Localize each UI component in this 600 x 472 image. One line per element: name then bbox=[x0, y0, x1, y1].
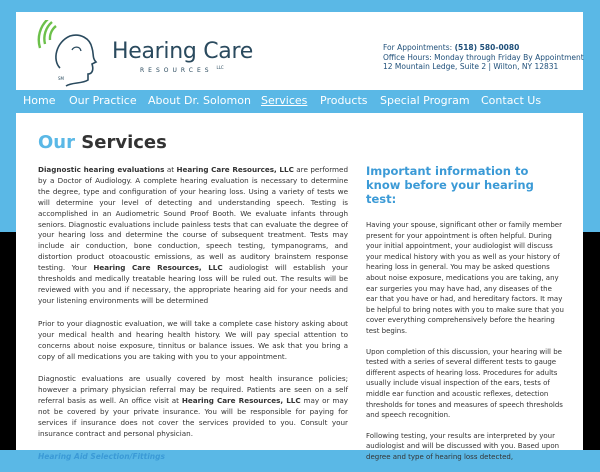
subheading-hearing-aid-selection: Hearing Aid Selection/Fittings bbox=[38, 451, 165, 461]
sidebar-heading: Important information to know before your hearing test: bbox=[366, 164, 534, 206]
sidebar bbox=[366, 164, 564, 472]
sidebar-paragraph-2: Upon completion of this discussion, your hearing will be tested with a series of several different tests to gauge different aspects of hearing loss. Procedures for adults usually include visual inspection of the ears, tests of middle ear function and acoustic reflexes, detection thresholds for tones and measures of speech thresholds and speech recognition. bbox=[366, 347, 563, 420]
phone-number[interactable]: (518) 580-0080 bbox=[454, 43, 520, 52]
paragraph-case-history: Prior to your diagnostic evaluation, we will take a complete case history asking about your medical health and hearing health history. We will pay special attention to concerns about noise exposure, tinnitus or balance issues. We ask that you bring a copy of all medications you are taking with you to your appointment. bbox=[38, 318, 348, 361]
logo-subtitle: RESOURCES $^{LLC}$ bbox=[140, 65, 224, 74]
nav-contact-us[interactable]: Contact Us bbox=[481, 94, 542, 107]
logo-mark: SM bbox=[58, 76, 64, 81]
logo-title: Hearing Care bbox=[112, 39, 253, 64]
nav-about-dr-solomon[interactable]: About Dr. Solomon bbox=[148, 94, 251, 107]
contact-info bbox=[383, 43, 584, 72]
main-nav bbox=[16, 90, 583, 113]
page-title: Our Services bbox=[38, 132, 167, 153]
nav-services[interactable]: Services bbox=[261, 94, 308, 107]
page-container bbox=[16, 12, 584, 461]
sidebar-paragraph-3: Following testing, your results are interpreted by your audiologist and will be discussed with you. Based upon degree and type of hearing loss detected, bbox=[366, 431, 560, 461]
office-address: 12 Mountain Ledge, Suite 2 | Wilton, NY 12831 bbox=[383, 62, 559, 71]
nav-home[interactable]: Home bbox=[23, 94, 56, 107]
sidebar-paragraph-1: Having your spouse, significant other or family member present for your appointment is often helpful. During your initial appointment, your audiologist will discuss your medical history with you as well as your history of hearing loss in general. You may be asked questions about noise exposure, medications you are taking, any ear surgeries you may have had, any diseases of the ear that you have or had, and hereditary factors. It may be helpful to bring notes with you to make sure that you cover everything comprehensively before the hearing test begins. bbox=[366, 221, 564, 335]
main-content bbox=[38, 132, 348, 461]
office-hours: Office Hours: Monday through Friday By Appointment bbox=[383, 52, 584, 62]
appointments-line: For Appointments: (518) 580-0080 bbox=[383, 43, 520, 52]
site-header bbox=[16, 12, 583, 85]
paragraph-diagnostic-evaluations: Diagnostic hearing evaluations at Hearing Care Resources, LLC are performed by a Doctor of Audiology. A complete hearing evaluation is necessary to determine the degree, type and configuration of your hearing loss. Using a variety of tests we will determine your level of detecting and understanding speech. Testing is accomplished in an Audiometric Sound Proof Booth. We evaluate infants through seniors. Diagnostic evaluations include painless tests that can evaluate the degree of your hearing loss and determine the course of subsequent treatment. Tests may include air conduction, bone conduction, speech testing, tympanograms, and distortion product otoacoustic emissions, as well as auditory brainstem response testing. Your Hearing Care Resources, LLC audiologist will establish your thresholds and medically treatable hearing loss will be ruled out. The results will be reviewed with you and if necessary, the appropriate hearing aid for your needs and your listening environments will be determined bbox=[38, 165, 349, 305]
logo-llc: LLC bbox=[216, 65, 224, 70]
paragraph-insurance: Diagnostic evaluations are usually covered by most health insurance policies; however a primary physician referral may be required. Patients are seen on a self referral basis as well. An office visit at Hearing Care Resources, LLC may or may not be covered by your private insurance. You will be responsible for paying for services if insurance does not cover the services provided to you. Consult your insurance contract and personal physician. bbox=[38, 374, 348, 438]
nav-our-practice[interactable]: Our Practice bbox=[69, 94, 137, 107]
nav-products[interactable]: Products bbox=[320, 94, 368, 107]
nav-special-program[interactable]: Special Program bbox=[380, 94, 470, 107]
